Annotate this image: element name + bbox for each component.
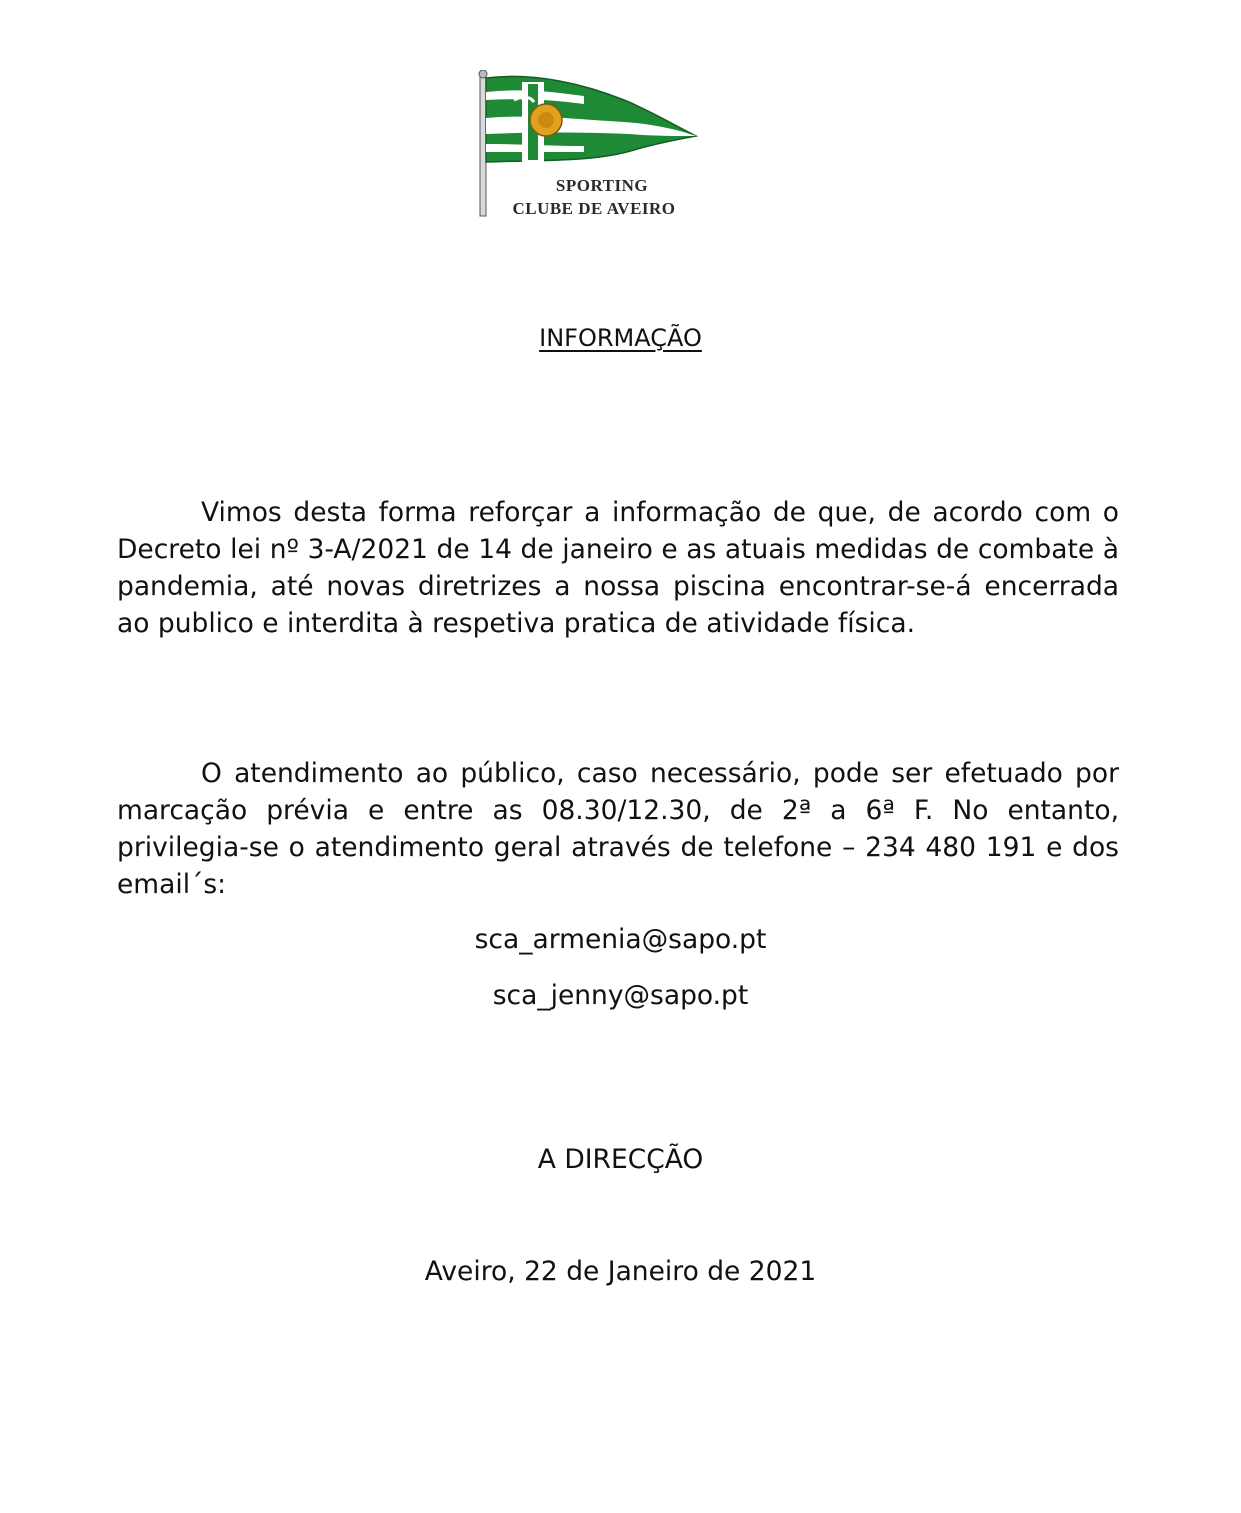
email-jenny: sca_jenny@sapo.pt bbox=[492, 980, 749, 1011]
club-logo bbox=[474, 70, 714, 225]
document-title: INFORMAÇÃO bbox=[539, 324, 702, 352]
logo-line-1: SPORTING bbox=[555, 176, 649, 195]
email-armenia: sca_armenia@sapo.pt bbox=[474, 924, 767, 955]
signature: A DIRECÇÃO bbox=[537, 1144, 704, 1175]
paragraph-contact-info: O atendimento ao público, caso necessário, pode ser efetuado por marcação prévia e entre as 08.30/12.30, de 2ª a 6ª F. No entanto, privilegia-se o atendimento geral através de telefone – 234 480 191 e dos email´s: bbox=[117, 758, 1119, 900]
paragraph-closure-notice: Vimos desta forma reforçar a informação de que, de acordo com o Decreto lei nº 3-A/2021 de 14 de janeiro e as atuais medidas de combate à pandemia, até novas diretrizes a nossa piscina encontrar-se-á encerrada ao publico e interdita à respetiva pratica de atividade física. bbox=[117, 497, 1119, 639]
logo-line-2: CLUBE DE AVEIRO bbox=[512, 199, 676, 218]
document-date: Aveiro, 22 de Janeiro de 2021 bbox=[424, 1256, 817, 1287]
